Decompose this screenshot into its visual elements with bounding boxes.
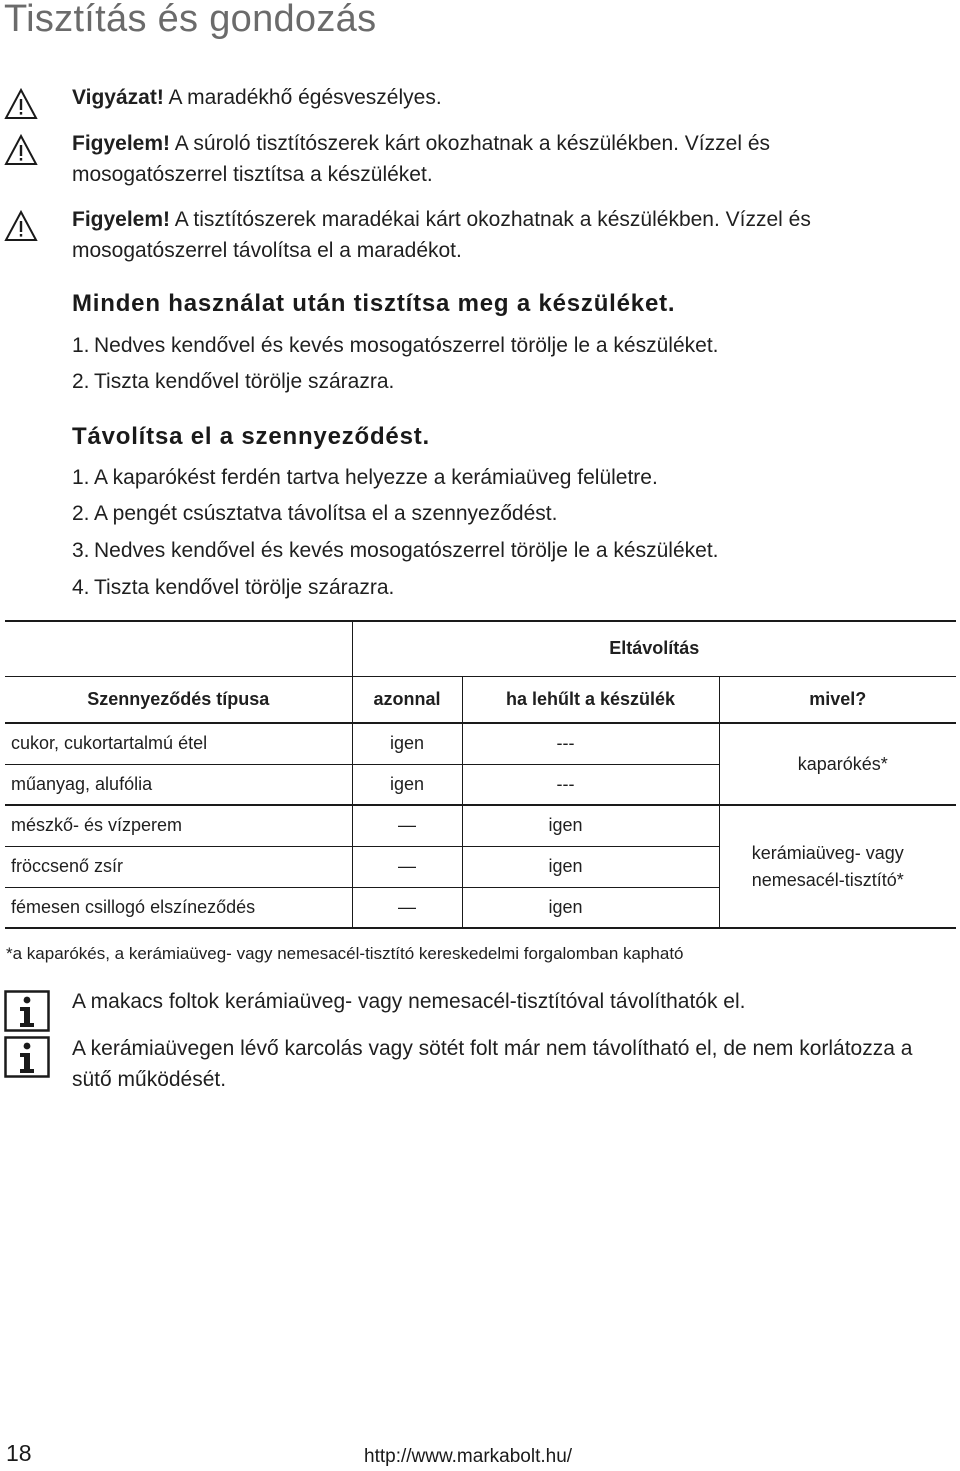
table-header-row (5, 676, 956, 723)
step-number: 4. (72, 576, 90, 599)
step-item (72, 536, 718, 566)
step-number: 2. (72, 502, 90, 525)
warning-triangle-icon (4, 88, 38, 120)
step-item (72, 499, 557, 529)
table-row (5, 805, 956, 846)
info-note-1: A makacs foltok kerámiaüveg- vagy nemesacél-tisztítóval távolíthatók el. (72, 990, 746, 1013)
table-cell: igen (352, 764, 462, 805)
step-text: Tiszta kendővel törölje szárazra. (94, 576, 395, 599)
table-cell: --- (462, 764, 719, 805)
column-header: Szennyeződés típusa (5, 676, 352, 723)
table-cell: — (352, 805, 462, 846)
table-cell: igen (462, 887, 719, 928)
group-header: Eltávolítás (609, 638, 700, 659)
section-heading: Távolítsa el a szennyeződést. (72, 423, 430, 450)
column-header: ha lehűlt a készülék (462, 676, 719, 723)
step-text: Nedves kendővel és kevés mosogatószerrel törölje le a készüléket. (94, 539, 719, 562)
cleaning-table (5, 620, 956, 929)
warning-note-1 (72, 82, 932, 113)
info-icon (4, 1036, 50, 1078)
warning-label: Vigyázat! (72, 86, 164, 109)
page-title: Tisztítás és gondozás (4, 0, 377, 40)
tool-line: nemesacél-tisztító* (751, 869, 904, 890)
tool-line: kerámiaüveg- vagy (751, 842, 904, 863)
step-item (72, 573, 394, 603)
warning-text: A súroló tisztítószerek kárt okozhatnak a készülékben. Vízzel és mosogatószerrel tisztítsa a készüléket. (72, 132, 770, 186)
info-note-2: A kerámiaüvegen lévő karcolás vagy sötét folt már nem távolítható el, de nem korlátozza a sütő működését. (72, 1037, 913, 1091)
table-cell: igen (352, 723, 462, 764)
tool-cell (719, 805, 956, 928)
warning-label: Figyelem! (72, 132, 171, 155)
table-cell: cukor, cukortartalmú étel (5, 723, 352, 764)
warning-note-2 (72, 128, 912, 190)
warning-triangle-icon (4, 210, 38, 242)
footer-url[interactable]: http://www.markabolt.hu/ (364, 1446, 573, 1467)
table-cell: igen (462, 805, 719, 846)
step-item (72, 331, 718, 361)
table-row (5, 723, 956, 764)
step-item (72, 463, 658, 493)
table-cell: műanyag, alufólia (5, 764, 352, 805)
section-heading: Minden használat után tisztítsa meg a készüléket. (72, 290, 676, 317)
step-text: Tiszta kendővel törölje szárazra. (94, 370, 395, 393)
step-text: A pengét csúsztatva távolítsa el a szennyeződést. (94, 502, 558, 525)
step-number: 1. (72, 334, 90, 357)
step-text: A kaparókést ferdén tartva helyezze a kerámiaüveg felületre. (94, 466, 658, 489)
table-cell: --- (462, 723, 719, 764)
warning-label: Figyelem! (72, 208, 171, 231)
column-header: mivel? (809, 688, 867, 709)
step-number: 3. (72, 539, 90, 562)
step-text: Nedves kendővel és kevés mosogatószerrel törölje le a készüléket. (94, 334, 719, 357)
step-number: 1. (72, 466, 90, 489)
page-number: 18 (6, 1440, 32, 1466)
footnote: *a kaparókés, a kerámiaüveg- vagy nemesacél-tisztító kereskedelmi forgalomban kapható (6, 944, 684, 963)
tool-cell: kaparókés* (797, 753, 888, 774)
table-cell: — (352, 887, 462, 928)
warning-note-3 (72, 204, 952, 266)
table-cell: fröccsenő zsír (5, 846, 352, 887)
table-group-header-row (5, 621, 956, 676)
step-item (72, 367, 394, 397)
info-icon (4, 990, 50, 1032)
warning-text: A maradékhő égésveszélyes. (163, 86, 442, 109)
table-cell: igen (462, 846, 719, 887)
step-number: 2. (72, 370, 90, 393)
table-cell: mészkő- és vízperem (5, 805, 352, 846)
warning-triangle-icon (4, 134, 38, 166)
table-cell: fémesen csillogó elszíneződés (5, 887, 352, 928)
table-cell: — (352, 846, 462, 887)
column-header: azonnal (352, 676, 462, 723)
warning-text: A tisztítószerek maradékai kárt okozhatnak a készülékben. Vízzel és mosogatószerrel távolítsa el a maradékot. (72, 208, 811, 262)
